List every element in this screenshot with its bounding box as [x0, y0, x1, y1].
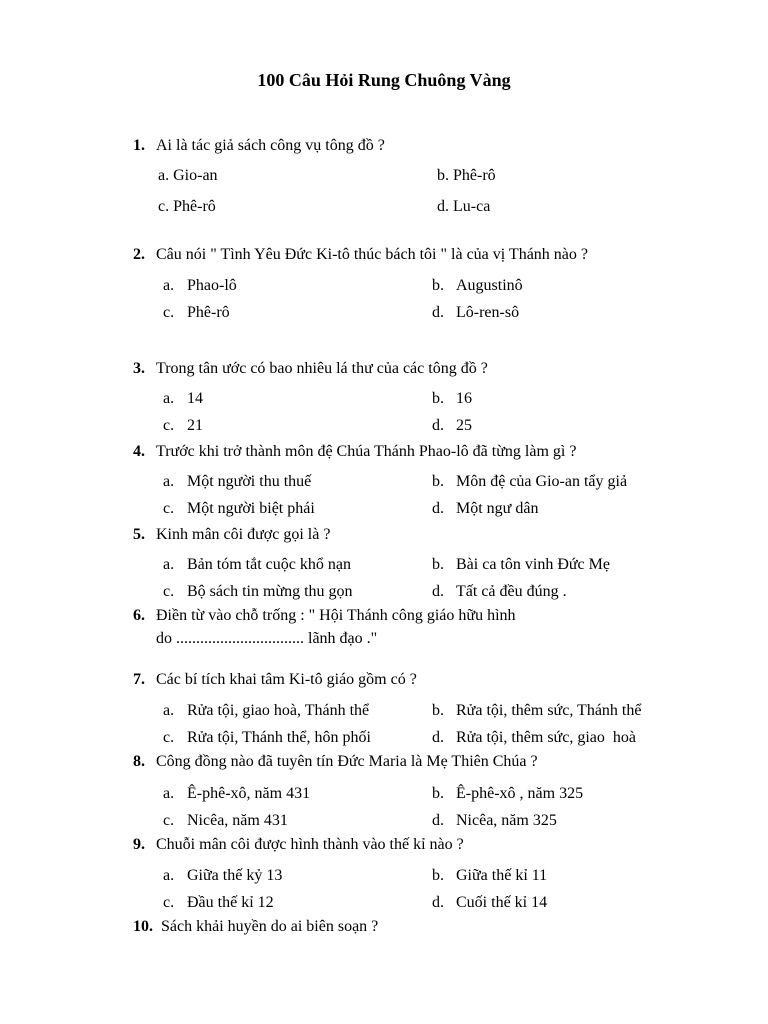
question-number: 5. [133, 526, 145, 543]
option-9a [163, 866, 282, 885]
option-letter: a. [158, 167, 170, 184]
question-3 [133, 359, 693, 378]
option-2b [432, 276, 523, 295]
option-text: Augustinô [456, 277, 523, 294]
option-letter: a. [163, 867, 175, 884]
option-1c [158, 197, 216, 216]
option-text: Phê-rô [453, 167, 496, 184]
option-letter: c. [163, 812, 175, 829]
option-text: Giữa thế kỉ 11 [456, 867, 548, 884]
option-letter: d. [432, 894, 444, 911]
question-text: Sách khải huyền do ai biên soạn ? [161, 918, 379, 935]
option-letter: c. [158, 198, 170, 215]
option-letter: b. [432, 473, 444, 490]
option-letter: d. [432, 304, 444, 321]
question-number: 1. [133, 137, 145, 154]
option-letter: a. [163, 556, 175, 573]
option-8a [163, 784, 310, 803]
option-letter: c. [163, 583, 175, 600]
option-letter: d. [437, 198, 449, 215]
option-text: Ê-phê-xô , năm 325 [456, 785, 584, 802]
option-text: Rửa tội, Thánh thể, hôn phối [187, 729, 371, 746]
option-text: Đầu thế kỉ 12 [187, 894, 274, 911]
option-text: 21 [187, 417, 203, 434]
option-text: 25 [456, 417, 472, 434]
option-text: Rửa tội, giao hoà, Thánh thể [187, 702, 370, 719]
option-1d [437, 197, 490, 216]
option-text: 14 [187, 390, 203, 407]
option-letter: b. [432, 390, 444, 407]
option-text: Nicêa, năm 325 [456, 812, 557, 829]
option-text: 16 [456, 390, 472, 407]
option-4d [432, 499, 538, 518]
option-letter: c. [163, 500, 175, 517]
option-9c [163, 893, 274, 912]
question-number: 2. [133, 246, 145, 263]
option-letter: c. [163, 417, 175, 434]
option-3c [163, 416, 203, 435]
option-text: Lô-ren-sô [456, 304, 520, 321]
option-text: Cuối thế kỉ 14 [456, 894, 548, 911]
option-letter: c. [163, 304, 175, 321]
option-letter: b. [432, 867, 444, 884]
question-text-line-2: do ................................ lãnh đạo ." [156, 630, 378, 647]
option-5a [163, 555, 351, 574]
option-2d [432, 303, 519, 322]
option-text: Nicêa, năm 431 [187, 812, 288, 829]
option-2a [163, 276, 237, 295]
question-text: Công đồng nào đã tuyên tín Đức Maria là Mẹ Thiên Chúa ? [156, 753, 538, 770]
option-text: Một người biệt phái [187, 500, 315, 517]
option-3b [432, 389, 472, 408]
question-5 [133, 525, 693, 544]
option-9d [432, 893, 547, 912]
question-4 [133, 442, 693, 461]
option-9b [432, 866, 547, 885]
option-7b [432, 701, 641, 720]
question-number: 8. [133, 753, 145, 770]
option-text: Ê-phê-xô, năm 431 [187, 785, 311, 802]
option-letter: d. [432, 729, 444, 746]
option-4b [432, 472, 627, 491]
question-text: Trong tân ước có bao nhiêu lá thư của các tông đồ ? [156, 360, 488, 377]
question-text: Câu nói " Tình Yêu Đức Ki-tô thúc bách tôi " là của vị Thánh nào ? [156, 246, 588, 263]
option-1b [437, 166, 496, 185]
option-text: Rửa tội, thêm sức, Thánh thể [456, 702, 642, 719]
option-letter: a. [163, 702, 175, 719]
option-letter: d. [432, 417, 444, 434]
question-text-line-1: Điền từ vào chỗ trống : " Hội Thánh công giáo hữu hình [156, 607, 516, 624]
option-letter: a. [163, 390, 175, 407]
page-title: 100 Câu Hỏi Rung Chuông Vàng [257, 70, 511, 90]
question-number: 9. [133, 836, 145, 853]
option-5d [432, 582, 567, 601]
option-letter: c. [163, 729, 175, 746]
question-number: 6. [133, 607, 145, 624]
option-5b [432, 555, 610, 574]
option-8c [163, 811, 288, 830]
option-3a [163, 389, 203, 408]
question-number: 4. [133, 443, 145, 460]
question-7 [133, 670, 693, 689]
option-text: Lu-ca [453, 198, 491, 215]
option-text: Phao-lô [187, 277, 237, 294]
option-7a [163, 701, 369, 720]
option-text: Phê-rô [173, 198, 216, 215]
option-2c [163, 303, 230, 322]
option-letter: b. [432, 556, 444, 573]
option-letter: c. [163, 894, 175, 911]
option-letter: b. [432, 277, 444, 294]
option-4c [163, 499, 315, 518]
option-text: Một người thu thuế [187, 473, 312, 490]
option-7d [432, 728, 636, 747]
option-text: Gio-an [173, 167, 218, 184]
question-2 [133, 245, 693, 264]
option-text: Phê-rô [187, 304, 230, 321]
question-8 [133, 752, 693, 771]
option-5c [163, 582, 353, 601]
option-letter: d. [432, 500, 444, 517]
question-9 [133, 835, 693, 854]
question-text: Ai là tác giả sách công vụ tông đồ ? [156, 137, 385, 154]
question-text: Chuỗi mân côi được hình thành vào thế kỉ nào ? [156, 836, 464, 853]
option-7c [163, 728, 371, 747]
question-number: 10. [133, 918, 153, 935]
option-4a [163, 472, 311, 491]
option-text: Bài ca tôn vinh Đức Mẹ [456, 556, 610, 573]
option-text: Bản tóm tắt cuộc khổ nạn [187, 556, 351, 573]
question-number: 7. [133, 671, 145, 688]
option-letter: a. [163, 473, 175, 490]
option-letter: d. [432, 583, 444, 600]
option-text: Giữa thế kỷ 13 [187, 867, 283, 884]
option-1a [158, 166, 218, 185]
option-letter: b. [432, 785, 444, 802]
option-letter: a. [163, 277, 175, 294]
question-1 [133, 136, 693, 155]
option-letter: b. [437, 167, 449, 184]
option-letter: a. [163, 785, 175, 802]
option-8d [432, 811, 557, 830]
option-letter: b. [432, 702, 444, 719]
question-6-line-2 [156, 629, 716, 648]
question-text: Trước khi trở thành môn đệ Chúa Thánh Phao-lô đã từng làm gì ? [156, 443, 577, 460]
question-number: 3. [133, 360, 145, 377]
option-text: Tất cả đều đúng . [456, 583, 567, 600]
option-text: Môn đệ của Gio-an tẩy giả [456, 473, 628, 490]
question-text: Kinh mân côi được gọi là ? [156, 526, 331, 543]
option-text: Rửa tội, thêm sức, giao hoà [456, 729, 636, 746]
option-text: Bộ sách tin mừng thu gọn [187, 583, 353, 600]
option-8b [432, 784, 583, 803]
question-10 [133, 917, 693, 936]
option-letter: d. [432, 812, 444, 829]
question-text: Các bí tích khai tâm Ki-tô giáo gồm có ? [156, 671, 417, 688]
option-3d [432, 416, 472, 435]
question-6 [133, 606, 693, 625]
option-text: Một ngư dân [456, 500, 539, 517]
